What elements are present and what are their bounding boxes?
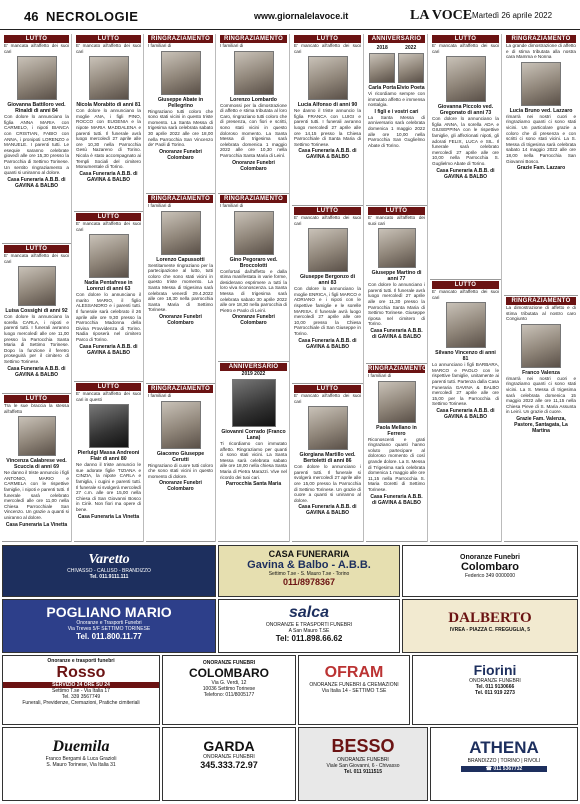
ad-phone: Tel. 011.9111.111 xyxy=(89,574,129,580)
funeral-home: Onoranze Funebri Colombaro xyxy=(159,313,202,326)
anniversary-year: 2018 xyxy=(376,45,388,51)
ad-phone: Tel. 339 3567749 xyxy=(61,694,101,700)
ad-colombaro-federico[interactable] xyxy=(402,545,578,597)
notice-mellano xyxy=(366,364,427,542)
ad-subtitle: ONORANZE E TRASPORTI FUNEBRI xyxy=(265,622,353,628)
notice-body: Con dolore lo annunciano i parenti tutti. Il funerale avrà luogo mercoledì 27 aprile alle ore 11,30 presso la Parrocchia Santa Maria di Settimo Torinese. Giuseppe riposa nel cimitero di Torino. xyxy=(368,282,425,327)
column-3 xyxy=(146,34,216,542)
notice-morabito xyxy=(74,34,143,212)
notice-body: Commossi per la dimostrazione di affetto e stima tributata al loro Caro, ringraziano tutti coloro che di presenza, con fiori e scritti, sono stati vicini in questo doloroso momento. La Santa Messa di trigesima sarà celebrata domenica 1 maggio 2022 alle ore 10,30 nella Parrocchia Santa Maria di Leinì. xyxy=(220,102,287,158)
funeral-home: Casa Funeraria A.B.B. di GAVINA & BALBO xyxy=(298,504,357,517)
column-6 xyxy=(366,34,428,542)
deceased-name: Lorenzo Lombardo xyxy=(230,96,277,103)
portrait-photo xyxy=(89,56,129,100)
deceased-name: Elvio Poeta xyxy=(396,85,425,91)
ad-title: CASA FUNERARIA xyxy=(268,549,350,559)
ad-phone-2: Tel. 011 919 2273 xyxy=(475,690,515,696)
notice-band: ANNIVERSARIO xyxy=(220,363,287,371)
notice-battiloro xyxy=(2,34,71,244)
notice-intro: I familiari di xyxy=(148,43,172,48)
ad-name: Colombaro xyxy=(460,561,520,573)
page-header xyxy=(0,0,580,30)
ad-address: Via G. Verdi, 12 xyxy=(211,680,247,686)
deceased-name: Giuseppe Martino di anni 77 xyxy=(371,270,422,283)
signature: Parrocchia Santa Maria xyxy=(225,481,282,488)
funeral-home: Casa Funeraria A.B.B. di GAVINA & BALBO xyxy=(370,493,423,506)
notice-intro: E' mancato all'affetto dei suoi cari xyxy=(432,289,499,300)
signature: I figli e i vostri cari xyxy=(374,108,419,115)
notice-intro: E' mancato all'affetto dei suoi cari xyxy=(368,215,425,226)
column-8 xyxy=(504,34,578,542)
notice-intro: E' mancato all'affetto dei suoi cari xyxy=(294,43,361,54)
funeral-home: Casa Funeraria A.B.B. di GAVINA & BALBO xyxy=(79,170,138,183)
notice-vincenzo xyxy=(430,280,501,542)
section-title: NECROLOGIE xyxy=(46,9,139,24)
notice-body: Ti ricordiamo con immutato affetto. Ringraziamo per quanti ci sono stati vicini. La Santa Messa sarà celebrata sabato alle ore 18,00 nella chiesa Santa Maria di Pietra Marazzi. Vive nel ricordo dei tuoi cari. xyxy=(220,441,287,480)
portrait-photo xyxy=(18,266,56,306)
ad-name: Rosso xyxy=(56,664,106,681)
funeral-home: Casa Funeraria A.B.B. di GAVINA & BALBO xyxy=(298,337,357,350)
notice-cossighi xyxy=(2,244,71,394)
ad-address: A San Mauro T.SE xyxy=(288,628,330,634)
portrait-photo xyxy=(89,404,129,448)
notice-band: RINGRAZIAMENTO xyxy=(368,366,427,372)
deceased-name: Pierluigi Massa Andreoni Flair di anni 80 xyxy=(77,450,140,463)
portrait-photo xyxy=(161,51,201,95)
portrait-photo xyxy=(378,228,416,268)
notice-calabrese xyxy=(2,394,71,542)
ad-dalberto[interactable] xyxy=(402,599,578,653)
ad-name: POGLIANO MARIO xyxy=(46,604,172,620)
notice-corrado xyxy=(218,362,289,542)
notice-intro: E' mancata all'affetto dei suoi cari in questi xyxy=(76,391,141,402)
ad-address: S. Mauro Torinese, Via Italia 31 xyxy=(46,762,116,768)
ad-colombaro[interactable] xyxy=(162,655,296,725)
ad-footer: Funerali, Previdenze, Cremazioni, Pratiche cimiteriali xyxy=(22,700,140,706)
notice-intro: E' mancato all'affetto dei suoi cari xyxy=(294,393,361,404)
deceased-name: Gino Pegoraro ved. Broccolotti xyxy=(229,256,278,269)
notice-body: Con dolore lo annunciano i parenti tutti. Il funerale si svolgerà mercoledì 27 aprile alle ore 15,00 presso la Parrocchia di Settimo Torinese. Un grazie di cuore a quanti si uniranno al dolore. xyxy=(294,464,361,503)
ad-subtitle: CHIVASSO - CALUSO - BRANDIZZO xyxy=(67,568,151,574)
notice-body: Vi ricordiamo sempre con immutato affetto e immensa nostalgia. xyxy=(368,91,425,108)
notice-pentafrese xyxy=(74,212,143,382)
notice-body-2: La Santa Messa di anniversario sarà celebrata domenica 1 maggio 2022 alle ore 10,00 nella Parrocchia San Guglielmo Abate di Torino. xyxy=(368,114,425,148)
notice-band: LUTTO xyxy=(4,245,69,253)
notice-intro: I familiari di xyxy=(148,203,172,208)
notice-body: Sentitamente ringraziano per la partecipazione al lutto, tutti coloro che sono stati vicini in questo triste momento. La Santa Messa di trigesima sarà celebrata venerdì 29.4.2022 alle ore 18,30 nella parrocchia Santa Maria di Settimo Torinese. xyxy=(148,262,213,313)
notice-band: LUTTO xyxy=(76,383,141,391)
portrait-photo xyxy=(308,56,348,100)
funeral-home: Casa Funeraria A.B.B. di GAVINA & BALBO xyxy=(79,343,138,356)
notice-band: RINGRAZIAMENTO xyxy=(148,195,213,203)
notice-alfonso xyxy=(292,34,363,206)
ad-athena[interactable] xyxy=(430,727,578,801)
ad-address: Settimo T.se - S. Mauro T.se - Torino xyxy=(268,571,350,577)
notice-pegoraro xyxy=(218,194,289,362)
notice-band: RINGRAZIAMENTO xyxy=(506,297,576,305)
deceased-name: Nicola Morabito di anni 81 xyxy=(76,102,141,109)
ad-phone: Telefono: 011/8005177 xyxy=(203,692,255,698)
ad-subtitle: ONORANZE FUNEBRI xyxy=(203,754,255,760)
ad-name: Gavina & Balbo - A.B.B. xyxy=(247,559,371,571)
anniversary-year: 2022 xyxy=(405,45,417,51)
notice-body: Con dolore lo annunciano la moglie ANA, i figli PINO, ROCCO con EUGENIA e la nipote MARIA MADDALENA e parenti tutti. Il funerale avrà luogo mercoledì 27 aprile alle ore 10,30 nella Parrocchia Gesù Nazareno di Torino. Nicola è stato accompagnato ai Templi Sociali del cimitero Monumentale di Torino. xyxy=(76,108,141,170)
deceased-name: Giacomo Giuseppe Cerutti xyxy=(156,450,205,463)
issue-date: Martedì 26 aprile 2022 xyxy=(472,11,553,20)
notice-body: Con dolore lo annunciano la moglie ENRICA, i figli MARCO e ADRIANO e i nipoti con le rispettive famiglie e le sorelle MARISA. Il funerale avrà luogo mercoledì 27 aprile alle ore 10,00 presso la Chiesa Parrocchiale di San Giuseppe in Torino. xyxy=(294,286,361,336)
notice-band: RINGRAZIAMENTO xyxy=(506,35,576,43)
ad-name: BESSO xyxy=(331,736,395,756)
ad-gavina-balbo[interactable] xyxy=(218,545,400,597)
notice-body: Ne danno il triste annuncio la figlia FRANCA con LUIGI e parenti tutti. I funerali avranno luogo mercoledì 27 aprile alle ore 14,15 presso la Chiesa Parrocchiale di Santa Maria di Settimo Torinese. xyxy=(294,108,361,147)
funeral-home: Onoranze Funebri Colombaro xyxy=(159,480,202,493)
deceased-name: Franco Valenza xyxy=(522,369,560,376)
ad-city: 10036 Settimo Torinese xyxy=(202,686,256,692)
ad-phone: Tel: 011.898.66.62 xyxy=(275,634,343,643)
notice-cerutti xyxy=(146,384,215,542)
funeral-home: Casa Funeraria A.B.B. di GAVINA & BALBO xyxy=(436,407,495,420)
advertisements xyxy=(0,545,580,804)
notice-massa xyxy=(74,382,143,542)
ad-address: Via Treves 5/F SETTIMO TORINESE xyxy=(67,626,151,632)
funeral-home: Casa Funeraria La Vinetta xyxy=(5,521,68,528)
notice-band: LUTTO xyxy=(432,281,499,289)
ad-name: COLOMBARO xyxy=(189,666,269,680)
ad-phone: Tel. 011.800.11.77 xyxy=(76,632,142,641)
notice-body: rimarrà nei nostri cuori e ringraziamo quanti ci sono stati vicini. Un particolare grazie a coloro che di presenza e con scritti ci sono stati vicini. La S. Messa di trigesima sarà celebrata sabato 14 maggio 2022 alle ore 18,00 nella Parrocchia San Giovanni Bosco. xyxy=(506,113,576,164)
notice-intro: I familiari di xyxy=(368,373,392,378)
notice-body: Con dolore lo annunciano il marito MARIO, il figlio ALESSANDRO e i parenti tutti. Il funerale sarà celebrato il 26 aprile alle ore 9,30 presso la Parrocchia Madonna della Divina Provvidenza di Torino. Nadia riposerà nel cimitero Parco di Torino. xyxy=(76,292,141,342)
column-2 xyxy=(74,34,144,542)
notice-intro: La grande dimostrazione di affetto e di stima tributata alla nostra cara Mamma e Nonna xyxy=(506,43,576,60)
notice-intro: E' mancata all'affetto dei suoi cari xyxy=(76,221,141,232)
portrait-photo xyxy=(234,211,274,255)
notice-band: LUTTO xyxy=(294,385,361,393)
notice-capussotti xyxy=(146,194,215,384)
portrait-photo xyxy=(378,381,416,423)
notice-band: LUTTO xyxy=(432,35,499,43)
ad-name: Varetto xyxy=(88,552,130,567)
ad-title: Onoranze Funebri xyxy=(460,554,520,561)
deceased-name: Silvano Vincenzo di anni 81 xyxy=(435,350,496,363)
ad-garda[interactable] xyxy=(162,727,296,801)
notice-lombardo xyxy=(218,34,289,194)
portrait-photo xyxy=(521,62,561,106)
notice-band: RINGRAZIAMENTO xyxy=(148,385,213,393)
portrait-photo xyxy=(234,51,274,95)
ad-owners: Franco Bergami & Luca Grazioli xyxy=(45,756,117,762)
ad-varetto[interactable] xyxy=(2,545,216,597)
ad-phone: 011/8978367 xyxy=(282,577,336,587)
funeral-home: Casa Funeraria A.B.B. di GAVINA & BALBO xyxy=(436,167,495,180)
column-4 xyxy=(218,34,290,542)
notice-piccolo xyxy=(430,34,501,280)
portrait-photo xyxy=(446,302,486,348)
portrait-photo xyxy=(521,324,561,368)
ad-fiorini[interactable] xyxy=(412,655,578,725)
column-5 xyxy=(292,34,364,542)
funeral-home: Onoranze Funebri Colombaro xyxy=(232,159,275,172)
funeral-home: Casa Funeraria A.B.B. di GAVINA & BALBO xyxy=(7,365,66,378)
notice-body: rimarrà nei nostri cuori e ringraziamo quanti ci sono stati vicini. La S. Messa di trigesima sarà celebrata domenica 15 maggio 2022 alle ore 11,15 nella Chiesa Pieve di S. Maria Assunta in Leinì. Un grazie di cuore. xyxy=(506,375,576,415)
portrait-photo xyxy=(232,379,276,427)
notice-band: RINGRAZIAMENTO xyxy=(148,35,213,43)
funeral-home: Casa Funeraria A.B.B. di GAVINA & BALBO xyxy=(298,148,357,161)
ad-name: DALBERTO xyxy=(448,610,532,626)
page-number: 46 xyxy=(24,9,39,24)
notice-body: Confortati dall'affetto e dalla stima manifestata in varie forme, desiderano esprimere a tutti la loro viva riconoscenza. La Santa Messa di trigesima sarà celebrata sabato 30 aprile 2022 alle ore 18,30 nella parrocchia di Pietro e Paolo di Leinì. xyxy=(220,268,287,313)
notice-band: LUTTO xyxy=(294,207,361,215)
notice-body: Con dolore lo annunciano la figlia ANNA, la sorella ADA e GIUSEPPINA con le rispettive famiglie, gli affezionati nipoti, gli adorati FELIX, LUCA e SIL. Il funerale sarà celebrato mercoledì 27 aprile alle ore 10,00 nella Parrocchia S. Guglielmo Abate di Torino. xyxy=(432,116,499,166)
funeral-home: Onoranze Funebri Colombaro xyxy=(159,148,202,161)
deceased-name: Giuseppe Bergonzo di anni 83 xyxy=(299,274,356,287)
notice-bruno xyxy=(504,34,578,296)
deceased-name: Giovanna Piccolo ved. Gregonato di anni 73 xyxy=(437,104,494,117)
funeral-home: Casa Funeraria A.B.B. di GAVINA & BALBO xyxy=(7,176,66,189)
notice-band: LUTTO xyxy=(368,207,425,215)
website-link[interactable]: www.giornalelavoce.it xyxy=(254,11,349,21)
portrait-photo xyxy=(161,401,201,449)
deceased-name: Lucia Bruno ved. Lazzaro xyxy=(509,107,573,114)
notice-body: Lo annunciano i figli BARBARA, MARCO e PAOLO con le rispettive famiglie, unitamente ai parenti tutti. Partenza dalla Casa Funeraria GAVINA & BALBO mercoledì 27 aprile alle ore 15,00 per la Parrocchia di Settimo Torinese. xyxy=(432,362,499,407)
deceased-name: Lucia Alfonso di anni 90 xyxy=(297,102,358,109)
funeral-home: Casa Funeraria La Vinetta xyxy=(77,513,140,520)
ad-title: ONORANZE FUNEBRI xyxy=(202,660,256,666)
notice-bergonzo xyxy=(292,206,363,384)
ad-phone: ☎ 011 5367732 xyxy=(461,766,547,772)
notice-porta-poeta xyxy=(366,34,427,206)
anniversary-years: 2019 2022 xyxy=(241,371,266,377)
notice-body: Ne danno il triste annuncio le sue adorate figlie TIZIANA e CINZIA, la nipote CARLA e famiglia, i cugini e parenti tutti. Il funerale si svolgerà mercoledì 27 c.m. alle ore 15,00 nella Chiesa di San Giovanni Bosco in Ciriè. Non fiori ma opere di bene. xyxy=(76,462,141,512)
notice-intro: E' mancata all'affetto dei suoi cari xyxy=(4,253,69,264)
ad-phone: Tel. 011 9130666 xyxy=(475,684,515,690)
ad-subtitle: ONORANZE FUNEBRI & CREMAZIONI xyxy=(309,682,399,688)
signature: Grazie Fam. Valenza, Pastore, Santagata, La Martina xyxy=(514,415,568,434)
notice-band: ANNIVERSARIO xyxy=(368,35,425,43)
notice-band: RINGRAZIAMENTO xyxy=(220,35,287,43)
notice-intro: E' mancato all'affetto dei suoi cari xyxy=(76,43,141,54)
ad-address: Viale San Giovanni, 6 - Chivasso xyxy=(326,763,400,769)
ad-name: ATHENA xyxy=(469,738,539,757)
deceased-name: Paola Mellano in Ferrero xyxy=(376,424,417,437)
ad-subtitle: Onoranze e Trasporti Funebri xyxy=(76,620,142,626)
portrait-photo xyxy=(446,56,486,102)
notice-intro: La dimostrazione di affetto e di stima tributata al nostro caro Congiunto xyxy=(506,305,576,322)
notice-band: LUTTO xyxy=(76,213,141,221)
funeral-home: Casa Funeraria A.B.B. di GAVINA & BALBO xyxy=(370,327,423,340)
deceased-name: Luisa Cossighi di anni 92 xyxy=(5,308,68,315)
deceased-name: Vincenza Calabrese ved. Scuccia di anni 69 xyxy=(6,458,67,471)
notice-intro: I familiari di xyxy=(148,393,172,398)
notice-band: LUTTO xyxy=(4,395,69,403)
notice-body: Ne danno il triste annuncio i figli ANTONIO, MARIO e CARMELA con le rispettive famiglie, i nipoti e parenti tutti. Il funerale sarà celebrato mercoledì alle ore 11,00 nella Chiesa Parrocchiale San Vincenzo. Un grazie a quanti si uniranno al dolore. xyxy=(4,470,69,520)
notice-band: LUTTO xyxy=(76,35,141,43)
ad-salca[interactable] xyxy=(218,599,400,653)
notice-band: LUTTO xyxy=(294,35,361,43)
ad-name: salca xyxy=(288,604,330,621)
notice-body: Ringraziano di cuore tutti coloro che sono stati vicini in questo momento di dolore. xyxy=(148,462,213,479)
ad-pogliano-mario[interactable] xyxy=(2,599,216,653)
ad-phone-number: 011 5367732 xyxy=(493,766,523,772)
ad-address: Settimo T.se - Via Italia 17 xyxy=(52,688,110,694)
deceased-name: Giovanna Battiloro ved. Rinaldi di anni 84 xyxy=(7,102,66,115)
column-7 xyxy=(430,34,502,542)
notice-band: RINGRAZIAMENTO xyxy=(220,195,287,203)
notice-intro: E' mancata all'affetto dei suoi cari xyxy=(432,43,499,54)
deceased-name: Giorgiana Martillo ved. Bertoletti di anni 86 xyxy=(299,452,356,465)
deceased-name: Carla Porta xyxy=(368,85,397,91)
portrait-photo xyxy=(398,53,424,83)
notice-body: Con dolore lo annunciano la sorella CARLA, i nipoti e parenti tutti. I funerali avranno luogo mercoledì alle ore 11,00 presso la Parrocchia Santa Maria di Settimo Torinese. Dopo la funzione il feretro proseguirà per il cimitero di Settimo Torinese. xyxy=(4,314,69,364)
portrait-photo xyxy=(89,234,129,278)
ad-ofram[interactable] xyxy=(298,655,410,725)
ad-name: OFRAM xyxy=(324,664,384,681)
ad-phone: Tel. 011 9111515 xyxy=(343,769,382,775)
ad-phone: Federico 349 0000000 xyxy=(464,573,516,579)
notice-abate xyxy=(146,34,215,194)
ad-name: Fiorini xyxy=(473,662,517,678)
portrait-photo xyxy=(308,406,348,450)
funeral-home: Onoranze Funebri Colombaro xyxy=(232,314,275,327)
notice-body: Riconoscenti e grati ringraziano quanti hanno voluto partecipare al doloroso momento di così grande dolore. La S. Messa di Trigesima sarà celebrata domenica 1 maggio alle ore 11,15 nella Parrocchia S. Maria Goretti di Settimo Torinese. xyxy=(368,436,425,492)
newspaper-name: LA VOCE xyxy=(410,8,473,23)
notice-intro: E' mancata all'affetto dei suoi cari xyxy=(4,43,69,54)
ad-name: Duemila xyxy=(52,738,110,755)
deceased-name: Lorenzo Capussotti xyxy=(156,256,205,263)
notice-body: Con dolore lo annunciano la figlia ANNA MARIA con CARMELO, i nipoti BIANCA con CRISTIAN, FABIO con ANNA, i pronipoti LORENZO e MANUELE. I parenti tutti. Le esequie saranno celebrate giovedì alle ore 15,30 presso la Parrocchia di Settimo Torinese. Un sentito ringraziamento a quanti si uniranno al dolore. xyxy=(4,114,69,176)
notice-intro: I familiari di xyxy=(220,203,244,208)
ad-rosso[interactable] xyxy=(2,655,160,725)
ad-address: IVREA - PIAZZA C. FREGUGLIA, 5 xyxy=(449,627,531,633)
notice-intro: I familiari di xyxy=(220,43,244,48)
notice-martino xyxy=(366,206,427,364)
column-1 xyxy=(2,34,72,542)
notice-band: LUTTO xyxy=(4,35,69,43)
deceased-name: Giovanni Corrado (Franco Lana) xyxy=(221,429,286,441)
notice-body: Ringraziano tutti coloro che sono stati vicini in questo triste momento. La Santa Messa di trigesima sarà celebrata sabato 30 aprile 2022 alle ore 18,00 nella Parrocchia San Vincenzo de' Paoli di Torino. xyxy=(148,108,213,148)
portrait-photo xyxy=(161,211,201,255)
ad-title: Onoranze e trasporti funebri xyxy=(47,658,115,664)
ad-address: Via Italia 14 - SETTIMO T.SE xyxy=(321,688,387,694)
portrait-photo xyxy=(308,228,348,272)
deceased-name: Nadia Pentafrese in Lorenzi di anni 63 xyxy=(84,280,133,293)
portrait-photo xyxy=(18,416,56,456)
portrait-photo xyxy=(369,53,395,83)
ad-subtitle: BRANDIZZO | TORINO | RIVOLI xyxy=(467,758,541,764)
ad-subtitle: ONORANZE FUNEBRI xyxy=(337,757,389,763)
notice-intro: E' mancato all'affetto dei suoi cari xyxy=(294,215,361,226)
ad-besso[interactable] xyxy=(298,727,428,801)
deceased-name: Giuseppe Abate in Pellegrino xyxy=(157,96,204,109)
ad-phone: 345.333.72.97 xyxy=(200,760,258,770)
ad-name: GARDA xyxy=(203,738,255,754)
ad-subtitle: ONORANZE FUNEBRI xyxy=(469,678,521,684)
notice-martillo xyxy=(292,384,363,542)
portrait-photo xyxy=(17,56,57,100)
notice-valenza xyxy=(504,296,578,542)
ad-duemila[interactable] xyxy=(2,727,160,801)
ad-service-hours: SERVIZIO 24 ORE SU 24 xyxy=(3,682,159,688)
signature: Grazie Fam. Lazzaro xyxy=(516,165,566,172)
notice-intro: Tra le sue braccia la stessa all'affetto xyxy=(4,403,69,414)
